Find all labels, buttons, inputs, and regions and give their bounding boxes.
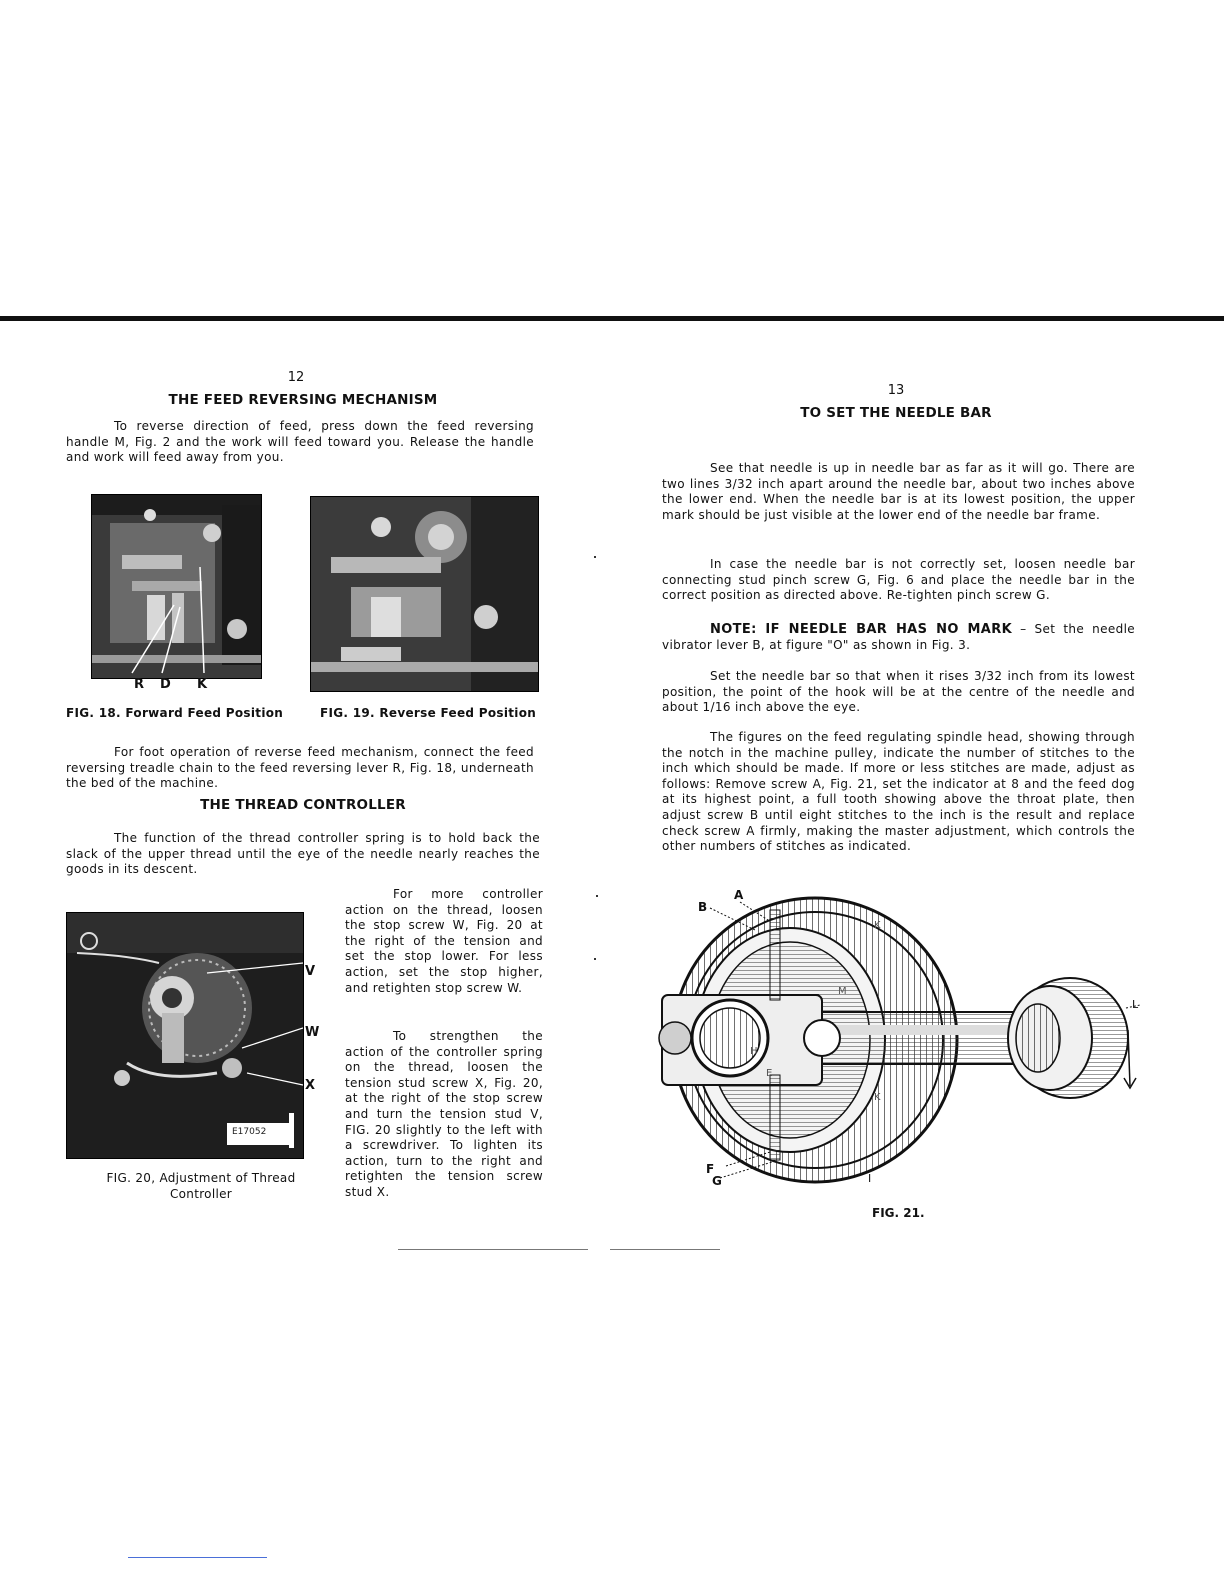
fig-21-label-m: M [838,986,847,997]
foot-operation-text: For foot operation of reverse feed mechanism, connect the feed reversing treadle chain to the feed reversing lever R, Fig. 18, underneath the bed of the machine. [66,745,534,791]
fig-18-label-k: K [197,677,208,692]
fig-21-label-a: A [734,888,744,902]
scan-speck [594,556,596,558]
fig-20-caption: FIG. 20, Adjustment of Thread Controller [106,1171,296,1201]
fig-21-caption: FIG. 21. [872,1206,925,1220]
fig-19-caption: FIG. 19. Reverse Feed Position [320,706,537,720]
top-rule [0,316,1224,321]
fig-21-label-i: I [868,1172,872,1185]
feed-reversing-intro: To reverse direction of feed, press down the feed reversing handle M, Fig. 2 and the work will feed toward you. Release the handle and work will feed away from you. [66,419,534,465]
page-number-left: 12 [287,370,305,385]
fig-18-photo [91,494,262,679]
fig-21-illustration [650,890,1145,1195]
fig-21-label-b: B [698,900,708,914]
fig-21-label-f: F [706,1162,715,1176]
fig-21-label-l: L [1132,998,1139,1011]
fig-20-label-v: V [305,964,316,979]
thread-controller-title: THE THREAD CONTROLLER [200,797,406,813]
needle-bar-para-4: The figures on the feed regulating spindle head, showing through the notch in the machine pulley, indicate the number of stitches to the inch which should be made. If more or less stitches are made, adjust as follows: Remove screw A, Fig. 21, set the indicator at 8 and the feed dog at its highest point, a full tooth showing above the throat plate, then adjust screw B until eight stitches to the inch is the result and replace check screw A firmly, making the master adjustment, which controls the other numbers of stitches as indicated. [662,730,1135,854]
fig-21-label-k-bottom: K [874,1092,881,1103]
needle-bar-para-1: See that needle is up in needle bar as far as it will go. There are two lines 3/32 inch apart around the needle bar, about two inches above the lower end. When the needle bar is at its lowest position, the upper mark should be just visible at the lower end of the needle bar frame. [662,461,1135,522]
scan-smudge [610,1249,720,1250]
fig-20-stamp: E17052 [232,1127,267,1137]
needle-bar-title: TO SET THE NEEDLE BAR [800,405,992,421]
fig-21-label-h: H [750,1046,758,1057]
fig-20-photo [66,912,304,1159]
feed-reversing-title: THE FEED REVERSING MECHANISM [168,392,438,408]
blue-underline [128,1557,267,1558]
needle-bar-note: NOTE: IF NEEDLE BAR HAS NO MARK – Set the needle vibrator lever B, at figure "O" as shown in Fig. 3. [662,622,1135,652]
fig-18-label-d: D [160,677,171,692]
strengthen-text: To strengthen the action of the controller spring on the thread, loosen the tension stud screw X, Fig. 20, at the right of the stop screw and turn the tension stud V, FIG. 20 slightly to the left with a screwdriver. To lighten its action, turn to the right and retighten the tension screw stud X. [345,1029,543,1199]
fig-18-label-r: R [134,677,145,692]
more-action-text: For more controller action on the thread, loosen the stop screw W, Fig. 20 at the right of the tension and set the stop lower. For less action, set the stop higher, and retighten stop screw W. [345,887,543,995]
scan-speck [594,958,596,960]
fig-21-label-e: E [766,1068,773,1079]
fig-18-caption: FIG. 18. Forward Feed Position [66,706,284,720]
needle-bar-para-2: In case the needle bar is not correctly set, loosen needle bar connecting stud pinch screw G, Fig. 6 and place the needle bar in the correct position as directed above. Re-tighten pinch screw G. [662,557,1135,603]
fig-20-label-w: W [305,1025,320,1040]
controller-function-text: The function of the thread controller spring is to hold back the slack of the upper thread until the eye of the needle nearly reaches the goods in its descent. [66,831,540,877]
fig-19-photo [310,496,539,692]
fig-21-label-g: G [712,1174,722,1188]
fig-21-label-k-top: K [874,920,881,931]
scan-speck [596,895,598,897]
page-number-right: 13 [887,383,905,398]
needle-bar-para-3: Set the needle bar so that when it rises 3/32 inch from its lowest position, the point of the hook will be at the centre of the needle and about 1/16 inch above the eye. [662,669,1135,715]
scan-smudge [398,1249,588,1250]
fig-20-label-x: X [305,1078,316,1093]
